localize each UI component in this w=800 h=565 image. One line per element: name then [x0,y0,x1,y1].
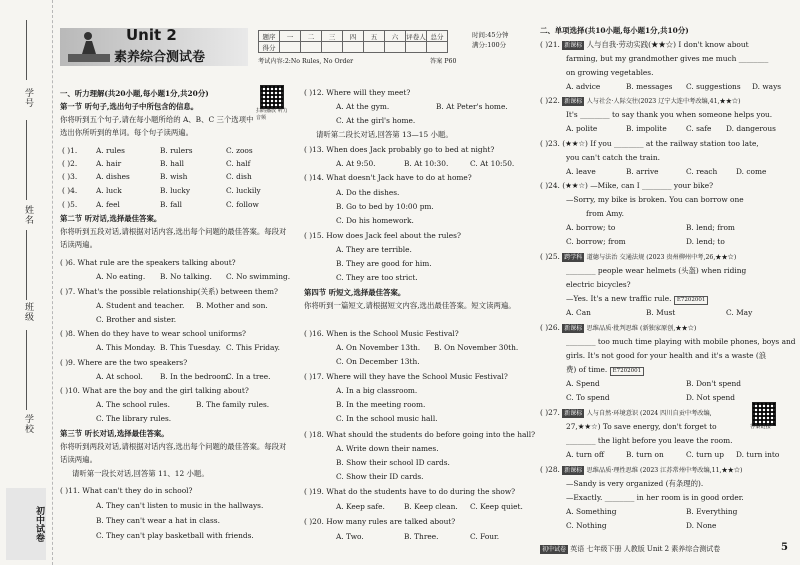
score-header: 总分 [427,31,448,42]
curriculum-tag: 新课标 [564,410,583,417]
question-23: ( )23. (★★☆) If you ________ at the railway station too late, [540,139,759,148]
listening-title: 一、听力理解(共20小题,每小题1分,共20分) [60,89,209,98]
curriculum-tag: 跨学科 [564,254,583,261]
answer-qr-caption: 答案链接 [750,424,771,430]
question-28-line-2: —Sandy is very organized (有条理的). [566,479,704,488]
question-21-line-2: farming, but my grandmother gives me much ________ [566,54,769,63]
question-9: ( )9. Where are the two speakers? [60,358,188,367]
question-8: ( )8. When do they have to wear school uniforms? [60,329,247,338]
id-label: 学号 [23,88,33,108]
answer-qr-icon[interactable] [752,402,776,426]
curriculum-tag: 新课标 [564,325,583,332]
question-12: ( )12. Where will they meet? [304,88,411,97]
question-25: ( )25. 跨学科 道德与法治 交通法规 (2023 贵州柳州中考,26,★★☆) [540,252,737,261]
name-label: 姓名 [23,205,33,225]
page-footer [540,544,790,554]
footer-text: 英语 七年级下册 人教版 Unit 2 素养综合测试卷 [570,545,721,553]
score-header: 一 [280,31,301,42]
choice-section-title: 二、单项选择(共10小题,每小题1分,共10分) [540,26,689,35]
question-19: ( )19. What do the students have to do during the show? [304,487,516,496]
question-25-line-3: electric bicycles? [566,280,631,289]
name-line [26,120,27,200]
brand-logo: 初中试卷 [6,488,46,560]
curriculum-tag: 新课标 [564,98,583,105]
question-27: ( )27. 新课标 人与自然·环境意识 (2024 四川自贡中考改编, [540,408,712,417]
question-28: ( )28. 新课标 思维品质·理性思维 (2023 江苏常州中考改编,11,★★☆) [540,465,743,474]
question-20: ( )20. How many rules are talked about? [304,517,456,526]
score-header: 题序 [259,31,280,42]
section-3-desc: 你将听到两段对话,请根据对话内容,选出每个问题的最佳答案。每段对话读两遍。 [60,442,287,465]
footer-brand: 初中试卷 [542,546,567,553]
question-27-line-3: ________ the light before you leave the room. [566,436,733,445]
question-14: ( )14. What doesn't Jack have to do at home? [304,173,472,182]
question-18: ( )18. What should the students do before going into the hall? [304,430,536,439]
score-header: 四 [343,31,364,42]
school-label: 学校 [23,414,33,434]
section-4-desc: 你将听到一篇短文,请根据短文内容,选出最佳答案。短文读两遍。 [304,301,516,310]
question-17: ( )17. Where will they have the School Music Festival? [304,372,508,381]
question-26: ( )26. 新课标 思维品质·批判思维 (新独家原创,★★☆) [540,323,697,332]
qr-caption: 扫码播放 听力音频 [256,108,288,121]
curriculum-tag: 新课标 [564,467,583,474]
question-11: ( )11. What can't they do in school? [60,486,193,495]
section-3-first: 请听第一段长对话,回答第 11、12 小题。 [72,469,209,478]
section-3-title: 第三节 听长对话,选择最佳答案。 [60,429,169,438]
school-line [26,330,27,410]
question-24-line-2: —Sorry, my bike is broken. You can borrow one [566,195,744,204]
full-score: 满分:100分 [472,41,507,49]
qr-code-icon[interactable] [260,85,284,109]
class-line [26,230,27,300]
curriculum-tag: 新课标 [564,42,583,49]
question-24-line-3: from Amy. [586,209,624,218]
question-10: ( )10. What are the boy and the girl talking about? [60,386,249,395]
binding-margin [0,0,53,565]
page-number: 5 [781,542,788,553]
question-15: ( )15. How does Jack feel about the rules? [304,231,461,240]
question-25-line-4: —Yes. It's a new traffic rule. E7202001 [540,292,790,305]
class-label: 班级 [23,302,33,322]
question-7: ( )7. What's the possible relationship(关系) between them? [60,287,278,296]
section-1-desc: 你将听到五个句子,请在每小题所给的 A、B、C 三个选项中选出你所听到的单词。每个句子读两遍。 [60,115,254,138]
score-header: 评卷人 [406,32,426,41]
question-28-line-3: —Exactly. ________ in her room is in good order. [566,493,744,502]
section-2-title: 第二节 听对话,选择最佳答案。 [60,214,162,223]
question-26-line-2: ________ too much time playing with mobile phones, boys and [566,337,796,346]
id-line [26,20,27,80]
score-header: 六 [385,31,406,42]
column-3: 二、单项选择(共10小题,每小题1分,共10分) ( )21. 新课标 人与自我·劳动实践(★★☆) I don't know about farming, but my grandmother gives me much ________ on growing vegetables. A. advice B. messages C. suggestions D. ways ( )22. 新课标 人与社会·人际交往(2023 辽宁大连中考改编,41,★★☆) It's ________ to say thank you when someone helps you. A. polite B. impolite C. safe D. dangerous ( )23. (★★☆) If you ________ at the railway station too late, you can't catch the train. A. leave B. arrive C. reach D. come ( )24. (★★☆) —Mike, can I ________ your bike? —Sorry, my bike is broken. You can borrow one from Amy. A. borrow; to B. lend; from C. borrow; from D. lend; to ( )25. 跨学科 道德与法治 交通法规 (2023 贵州柳州中考,26,★★☆) ________ people wear helmets (头盔) when riding electric bicycles? —Yes. It's a new traffic rule. E7202001 A. Can B. Must C. May ( )26. 新课标 思维品质·批判思维 (新独家原创,★★☆) ________ too much time playing with mobile phones, boys and girls. It's not good for your health and it's a waste (浪 费) of time. E7202001 A. Spend B. Don't spend C. To spend D. Not spend ( )27. 新课标 人与自然·环境意识 (2024 四川自贡中考改编, 27,★★☆) To save energy, don't forget to ________ the light before you leave the room. 答案链接 A. turn off B. turn on C. turn up D. turn into ( )28. 新课标 思维品质·理性思维 (2023 江苏常州中考改编,11,★★☆) —Sandy is very organized (有条理的). —Exactly. ________ in her room is in good order. A. Something B. Everything C. Nothing D. None [540,26,796,530]
question-26-line-3: girls. It's not good for your health and it's a waste (浪 [566,351,767,360]
unit-subtitle: 素养综合测试卷 [114,50,206,65]
section-4-title: 第四节 听短文,选择最佳答案。 [304,288,406,297]
second-dialogue: 请听第二段长对话,回答第 13—15 小题。 [316,130,453,139]
column-2: ( )12. Where will they meet? A. At the gym. B. At Peter's home. C. At the girl's home. 请听第二段长对话,回答第 13—15 小题。 ( )13. When does Jack probably go to bed at night? A. At 9:50. B. At 10:30. C. At 10:50. ( )14. What doesn't Jack have to do at home? A. Do the dishes. B. Go to bed by 10:00 pm. C. Do his homework. ( )15. How does Jack feel about the rules? A. They are terrible. B. They are good for him. C. They are too strict. 第四节 听短文,选择最佳答案。 你将听到一篇短文,请根据短文内容,选出最佳答案。短文读两遍。 ( )16. When is the School Music Festival? A. On November 13th. B. On November 30th. C. On December 13th. ( )17. Where will they have the School Music Festival? A. In a big classroom. B. In the meeting room. C. In the school music hall. ( )18. What should the students do before going into the hall? A. Write down their names. B. Show their school ID cards. C. Show their ID cards. ( )19. What do the students have to do during the show? A. Keep safe. B. Keep clean. C. Keep quiet. ( )20. How many rules are talked about? A. Two. B. Three. C. Four. [304,88,536,541]
score-header: 三 [322,31,343,42]
question-21: ( )21. 新课标 人与自我·劳动实践(★★☆) I don't know about [540,40,749,49]
question-26-line-4: 费) of time. E7202001 [540,363,790,376]
question-22: ( )22. 新课标 人与社会·人际交往(2023 辽宁大连中考改编,41,★★☆) [540,96,741,105]
time-limit: 时间:45分钟 [472,31,509,39]
score-header: 二 [301,31,322,42]
question-6: ( )6. What rule are the speakers talking about? [60,258,236,267]
content-note: 考试内容:2:No Rules, No Order [258,58,354,65]
question-27-line-2: 27,★★☆) To save energy, don't forget to [566,422,717,431]
question-24: ( )24. (★★☆) —Mike, can I ________ your bike? [540,181,714,190]
question-21-line-3: on growing vegetables. [566,68,654,77]
code-box: E7202001 [674,296,709,305]
question-23-line-2: you can't catch the train. [566,153,660,162]
column-1: 一、听力理解(共20小题,每小题1分,共20分) 第一节 听句子,选出句子中所包含的信息。 你将听到五个句子,请在每小题所给的 A、B、C 三个选项中选出你所听到的单词。每个句子读两遍。 扫码播放 听力音频 ( )1. A. rules B. rulers C. zoos ( )2. A. hair B. hall C. half ( )3. A. dishes B. wish C. dish ( )4. A. luck B. lucky C. luckily ( )5. A. feel B. fall C. follow 第二节 听对话,选择最佳答案。 你将听到五段对话,请根据对话内容,选出每个问题的最佳答案。每段对话读两遍。 ( )6. What rule are the speakers talking about? A. No eating. B. No talking. C. No swimming. ( )7. What's the possible relationship(关系) between them? A. Student and teacher. B. Mother and son. C. Brother and sister. ( )8. When do they have to wear school uniforms? A. This Monday. B. This Tuesday. C. This Friday. ( )9. Where are the two speakers? A. At school. B. In the bedroom. C. In a tree. ( )10. What are the boy and the girl talking about? A. The school rules. B. The family rules. C. The library rules. 第三节 听长对话,选择最佳答案。 你将听到两段对话,请根据对话内容,选出每个问题的最佳答案。每段对话读两遍。 请听第一段长对话,回答第 11、12 小题。 ( )11. What can't they do in school? A. They can't listen to music in the hallways. B. They can't wear a hat in class. C. They can't play basketball with friends. [60,0,292,565]
answer-ref: 答案 P60 [430,58,457,65]
question-22-line-2: It's ________ to say thank you when someone helps you. [566,110,773,119]
section-2-desc: 你将听到五段对话,请根据对话内容,选出每个问题的最佳答案。每段对话读两遍。 [60,227,287,250]
score-row-label: 得分 [259,42,280,53]
question-13: ( )13. When does Jack probably go to bed at night? [304,145,495,154]
score-header: 五 [364,31,385,42]
section-1-title: 第一节 听句子,选出句子中所包含的信息。 [60,102,199,111]
question-25-line-2: ________ people wear helmets (头盔) when riding [566,266,747,275]
unit-title: Unit 2 [126,26,177,44]
question-16: ( )16. When is the School Music Festival? [304,329,459,338]
code-box: E7202001 [610,367,645,376]
